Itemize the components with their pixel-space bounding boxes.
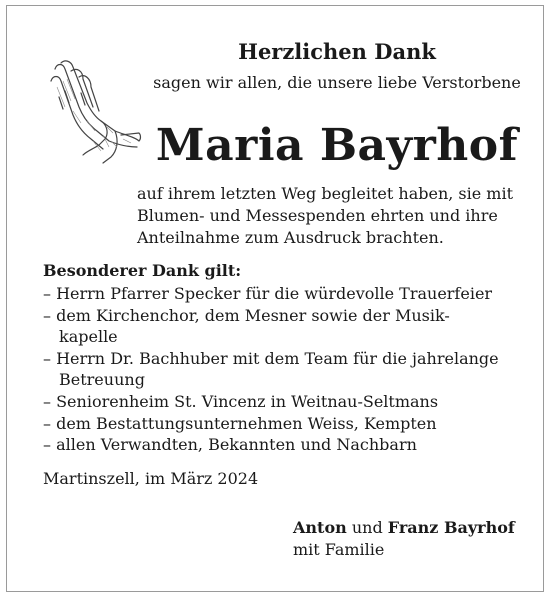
list-item: – allen Verwandten, Bekannten und Nachbarn	[43, 435, 417, 455]
thanks-paragraph	[137, 183, 537, 249]
list-item: – dem Bestattungsunternehmen Weiss, Kempten	[43, 413, 437, 433]
list-item-continuation: Betreuung	[59, 370, 145, 390]
special-thanks-list	[43, 283, 523, 456]
special-thanks-heading: Besonderer Dank gilt:	[43, 261, 242, 280]
list-item: – Herrn Dr. Bachhuber mit dem Team für die jahrelange	[43, 348, 499, 368]
obituary-card	[6, 5, 544, 592]
signer-conjunction: und	[351, 518, 383, 537]
thanks-line: Blumen- und Messespenden ehrten und ihre	[137, 206, 498, 225]
list-item: – Seniorenheim St. Vincenz in Weitnau-Seltmans	[43, 391, 439, 411]
heading: Herzlichen Dank	[238, 39, 436, 64]
thanks-line: auf ihrem letzten Weg begleitet haben, sie mit	[137, 184, 514, 203]
signer-first: Anton	[293, 518, 347, 537]
deceased-name: Maria Bayrhof	[155, 120, 519, 171]
place-date: Martinszell, im März 2024	[43, 469, 259, 488]
signature	[293, 517, 515, 561]
list-item-continuation: kapelle	[59, 327, 118, 347]
signature-line	[293, 517, 515, 539]
signature-family: mit Familie	[293, 540, 385, 559]
list-item: – Herrn Pfarrer Specker für die würdevolle Trauerfeier	[43, 284, 493, 303]
subheading: sagen wir allen, die unsere liebe Verstorbene	[153, 73, 521, 92]
thanks-line: Anteilnahme zum Ausdruck brachten.	[137, 228, 444, 247]
signer-second: Franz Bayrhof	[387, 518, 515, 537]
list-item: – dem Kirchenchor, dem Mesner sowie der Musik-	[43, 305, 450, 325]
